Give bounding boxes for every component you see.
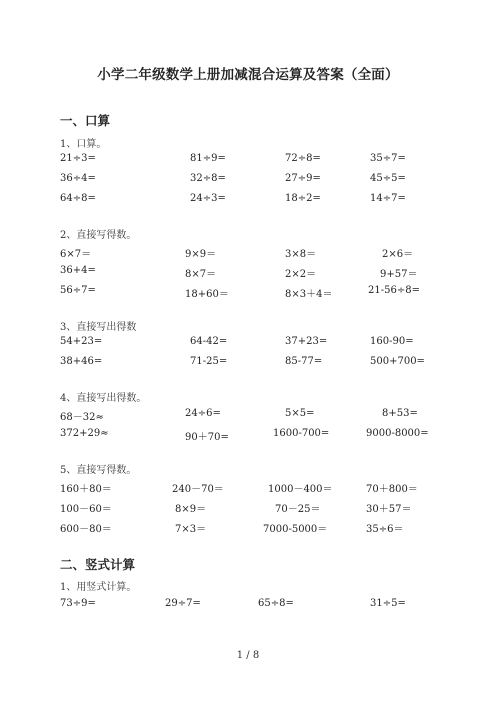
problem-item: 8×7＝ <box>185 269 217 280</box>
problem-item: 32÷8= <box>190 173 226 184</box>
problem-item: 500+700= <box>370 356 425 367</box>
problem-item: 36÷4= <box>60 173 96 184</box>
question-title: 1、口算。 <box>60 139 107 150</box>
problem-item: 54+23= <box>60 336 103 347</box>
problem-row <box>0 153 496 167</box>
section-heading: 一、口算 <box>60 113 111 128</box>
problem-item: 2×6＝ <box>382 249 414 260</box>
problem-item: 1000－400＝ <box>268 484 333 495</box>
problem-item: 38+46= <box>60 356 103 367</box>
problem-item: 68－32≈ <box>60 412 104 423</box>
problem-row <box>0 356 496 370</box>
problem-item: 14÷7= <box>370 193 406 204</box>
problem-item: 160＋80＝ <box>60 484 112 495</box>
problem-item: 600－80＝ <box>60 524 112 535</box>
problem-item: 73÷9= <box>60 598 96 609</box>
page-number: 1 / 8 <box>236 650 260 661</box>
problem-item: 81÷9= <box>190 153 226 164</box>
problem-row <box>0 408 496 422</box>
problem-item: 21÷3= <box>60 153 96 164</box>
problem-item: 7000-5000＝ <box>263 524 328 535</box>
problem-row <box>0 428 496 442</box>
problem-item: 8×9＝ <box>175 504 207 515</box>
section-heading: 二、竖式计算 <box>60 557 136 572</box>
problem-item: 71-25= <box>190 356 228 367</box>
problem-item: 5×5= <box>285 408 315 419</box>
question-title: 5、直接写得数。 <box>60 465 137 476</box>
problem-item: 56÷7= <box>60 285 96 296</box>
problem-item: 70＋800＝ <box>366 484 418 495</box>
problem-item: 64÷8= <box>60 193 96 204</box>
problem-item: 160-90= <box>370 336 414 347</box>
problem-item: 29÷7= <box>165 598 201 609</box>
problem-row <box>0 193 496 207</box>
problem-item: 372+29≈ <box>60 428 109 439</box>
problem-item: 7×3＝ <box>175 524 207 535</box>
page-title: 小学二年级数学上册加减混合运算及答案（全面） <box>97 67 399 83</box>
problem-item: 35÷7= <box>370 153 406 164</box>
problem-item: 9000-8000= <box>366 428 429 439</box>
problem-item: 1600-700= <box>273 428 330 439</box>
problem-item: 240－70＝ <box>172 484 224 495</box>
problem-item: 35÷6＝ <box>366 524 404 535</box>
problem-row <box>0 265 496 279</box>
problem-row <box>0 480 496 494</box>
problem-item: 45÷5= <box>370 173 406 184</box>
problem-item: 21-56÷8= <box>368 285 420 296</box>
problem-item: 18+60＝ <box>185 289 229 300</box>
problem-item: 9×9＝ <box>185 249 217 260</box>
question-title: 3、直接写出得数 <box>60 322 137 333</box>
problem-row <box>0 245 496 259</box>
problem-item: 9+57＝ <box>380 269 418 280</box>
problem-item: 65÷8= <box>258 598 294 609</box>
problem-item: 24÷6= <box>185 408 221 419</box>
problem-item: 2×2＝ <box>285 269 317 280</box>
problem-item: 30＋57＝ <box>366 504 412 515</box>
problem-row <box>0 598 496 612</box>
problem-row <box>0 173 496 187</box>
problem-item: 8×3＋4＝ <box>285 289 333 300</box>
problem-item: 85-77= <box>285 356 323 367</box>
problem-row <box>0 285 496 299</box>
problem-item: 72÷8= <box>285 153 321 164</box>
problem-item: 64-42= <box>190 336 228 347</box>
question-title: 1、用竖式计算。 <box>60 582 137 593</box>
problem-item: 70－25＝ <box>275 504 321 515</box>
problem-item: 90＋70= <box>185 432 229 443</box>
problem-item: 24÷3= <box>190 193 226 204</box>
problem-item: 3×8＝ <box>285 249 317 260</box>
problem-row <box>0 500 496 514</box>
problem-item: 27÷9= <box>285 173 321 184</box>
question-title: 4、直接写出得数。 <box>60 393 147 404</box>
problem-row <box>0 336 496 350</box>
problem-row <box>0 520 496 534</box>
problem-item: 6×7＝ <box>60 249 92 260</box>
problem-item: 37+23= <box>285 336 328 347</box>
problem-item: 100－60＝ <box>60 504 112 515</box>
problem-item: 36+4= <box>60 265 96 276</box>
problem-item: 31÷5= <box>370 598 406 609</box>
problem-item: 18÷2= <box>285 193 321 204</box>
problem-item: 8+53= <box>382 408 418 419</box>
question-title: 2、直接写得数。 <box>60 230 137 241</box>
